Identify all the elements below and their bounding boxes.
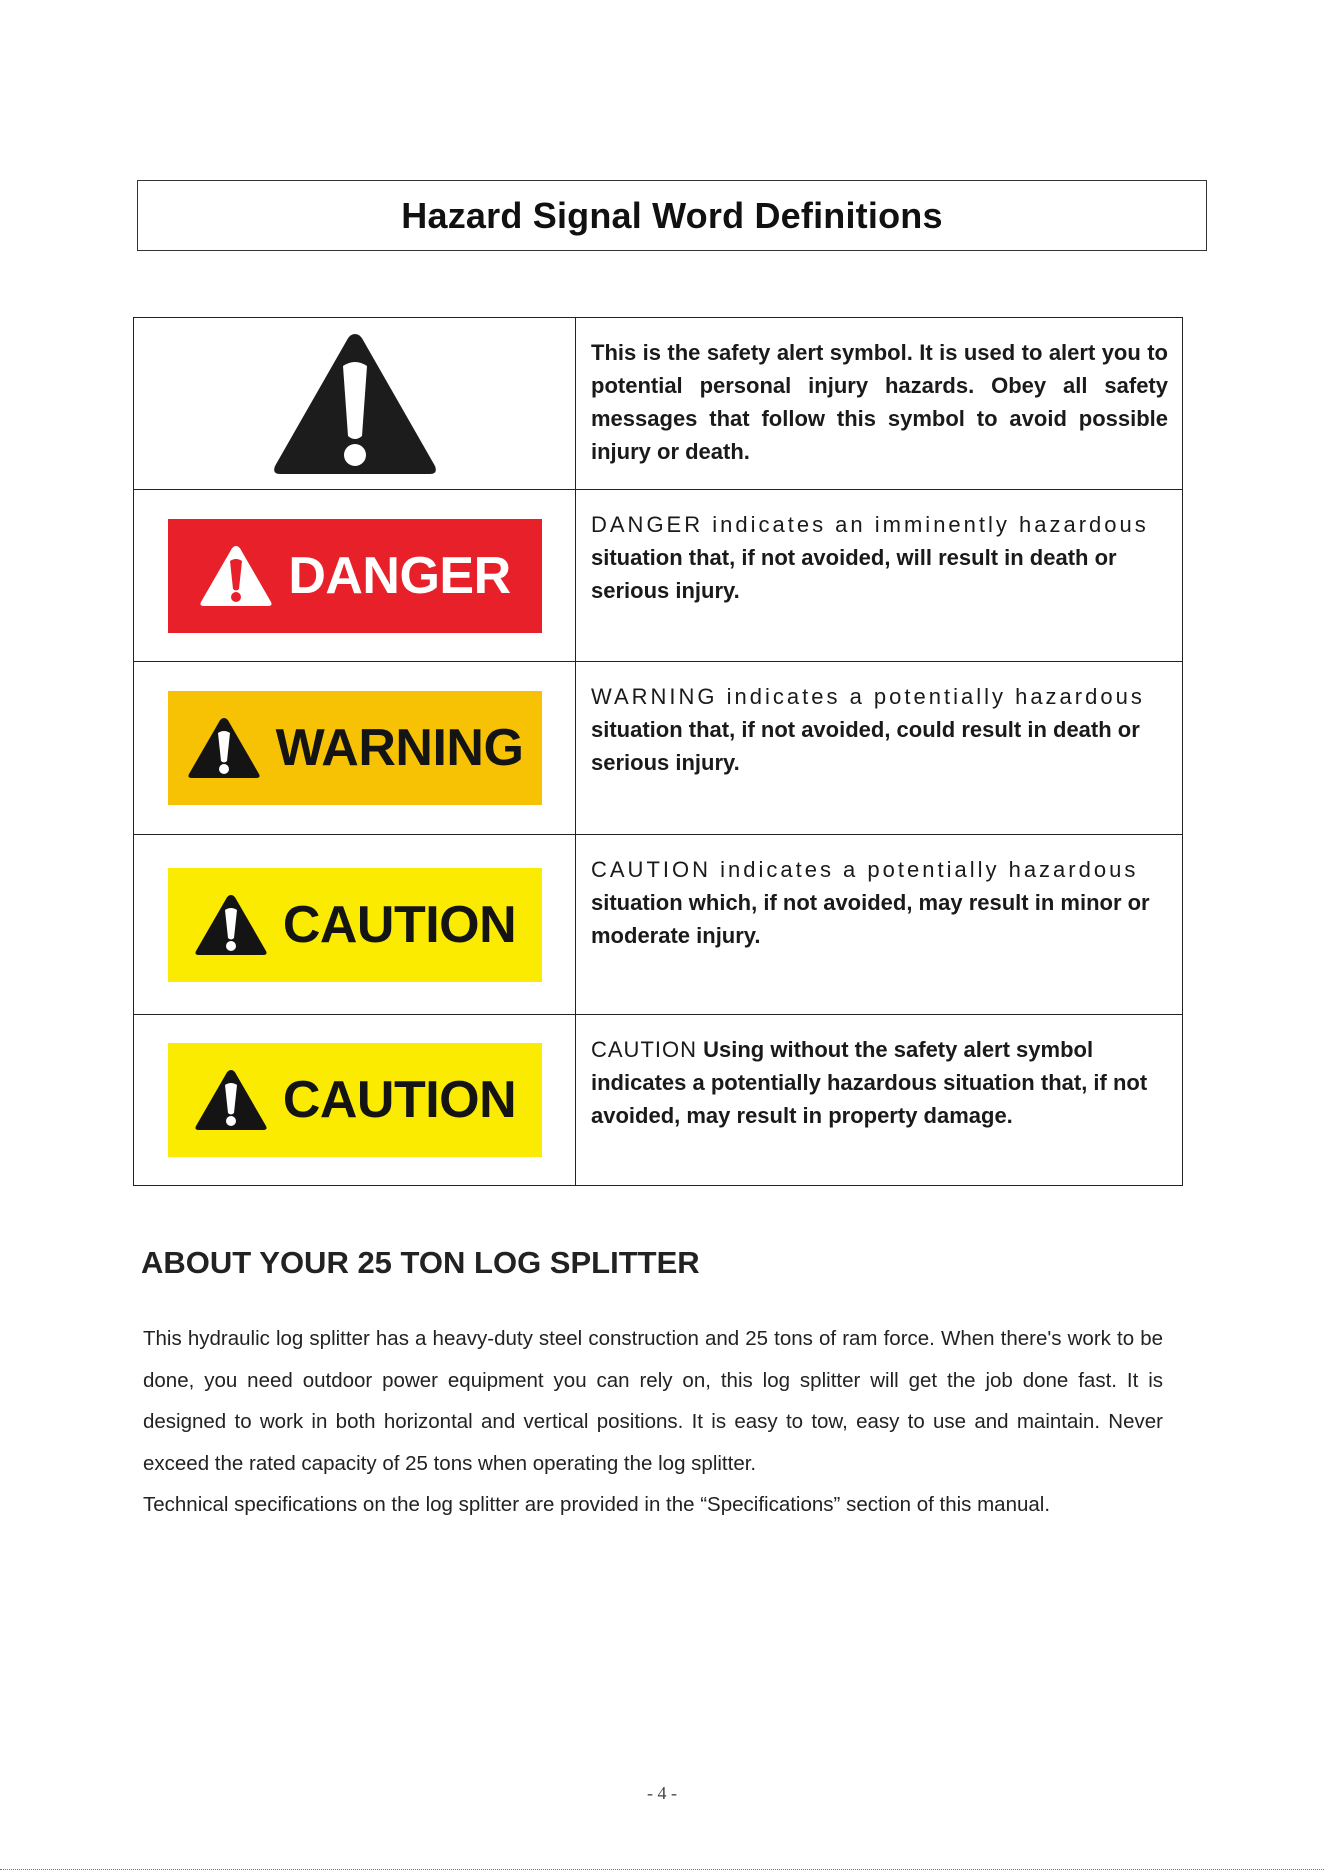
table-row-danger — [134, 490, 1182, 662]
safety-alert-icon — [193, 892, 269, 958]
description-text: situation that, if not avoided, will result in death or serious injury. — [591, 545, 1117, 603]
safety-alert-icon — [270, 328, 440, 480]
title-box — [137, 180, 1207, 251]
table-row-caution-property — [134, 1015, 1182, 1185]
page-title: Hazard Signal Word Definitions — [401, 194, 943, 236]
sign-word: WARNING — [275, 719, 524, 777]
table-row-safety-alert — [134, 318, 1182, 490]
sign-cell — [134, 490, 576, 661]
danger-sign — [168, 519, 542, 633]
page-number: - 4 - — [647, 1783, 677, 1803]
sign-word: DANGER — [288, 546, 511, 605]
caution-sign — [168, 1043, 542, 1157]
sign-word: CAUTION — [282, 1071, 517, 1129]
description-lead: CAUTION indicates a potentially hazardous — [591, 857, 1139, 882]
page-edge-divider — [0, 1869, 1324, 1870]
sign-cell — [134, 1015, 576, 1185]
description-text: situation which, if not avoided, may result in minor or moderate injury. — [591, 890, 1150, 948]
description-cell — [576, 318, 1182, 489]
hazard-table — [133, 317, 1183, 1186]
section-title: ABOUT YOUR 25 TON LOG SPLITTER — [141, 1245, 700, 1280]
sign-cell — [134, 662, 576, 834]
description-text — [591, 1033, 1168, 1132]
table-row-caution — [134, 835, 1182, 1015]
description-lead: DANGER indicates an imminently hazardous — [591, 512, 1149, 537]
description-cell — [576, 490, 1182, 661]
description-cell — [576, 1015, 1182, 1185]
warning-sign — [168, 691, 542, 805]
safety-alert-icon — [193, 1067, 269, 1133]
sign-cell — [134, 835, 576, 1014]
description-text: situation that, if not avoided, could result in death or serious injury. — [591, 717, 1140, 775]
description-body: Using without the safety alert symbol indicates a potentially hazardous situation that, if not avoided, may result in property damage. — [591, 1037, 1148, 1128]
section-body — [143, 1318, 1163, 1526]
sign-word: CAUTION — [282, 895, 517, 954]
safety-alert-icon — [186, 715, 262, 781]
paragraph: This hydraulic log splitter has a heavy-duty steel construction and 25 tons of ram force. When there's work to be done, you need outdoor power equipment you can rely on, this log splitter will get the job done fast. It is designed to work in both horizontal and vertical positions. It is easy to tow, easy to use and maintain. Never exceed the rated capacity of 25 tons when operating the log splitter. — [143, 1327, 1163, 1475]
table-row-warning — [134, 662, 1182, 835]
sign-cell — [134, 318, 576, 489]
paragraph: Technical specifications on the log splitter are provided in the “Specifications” section of this manual. — [143, 1493, 1051, 1516]
description-lead: CAUTION — [591, 1037, 697, 1062]
description-lead: WARNING indicates a potentially hazardous — [591, 684, 1145, 709]
description-cell — [576, 662, 1182, 834]
safety-alert-icon — [198, 543, 274, 609]
description-text: This is the safety alert symbol. It is used to alert you to potential personal injury hazards. Obey all safety messages that follow this symbol to avoid possible injury or death. — [591, 340, 1168, 464]
description-cell — [576, 835, 1182, 1014]
caution-sign — [168, 868, 542, 982]
